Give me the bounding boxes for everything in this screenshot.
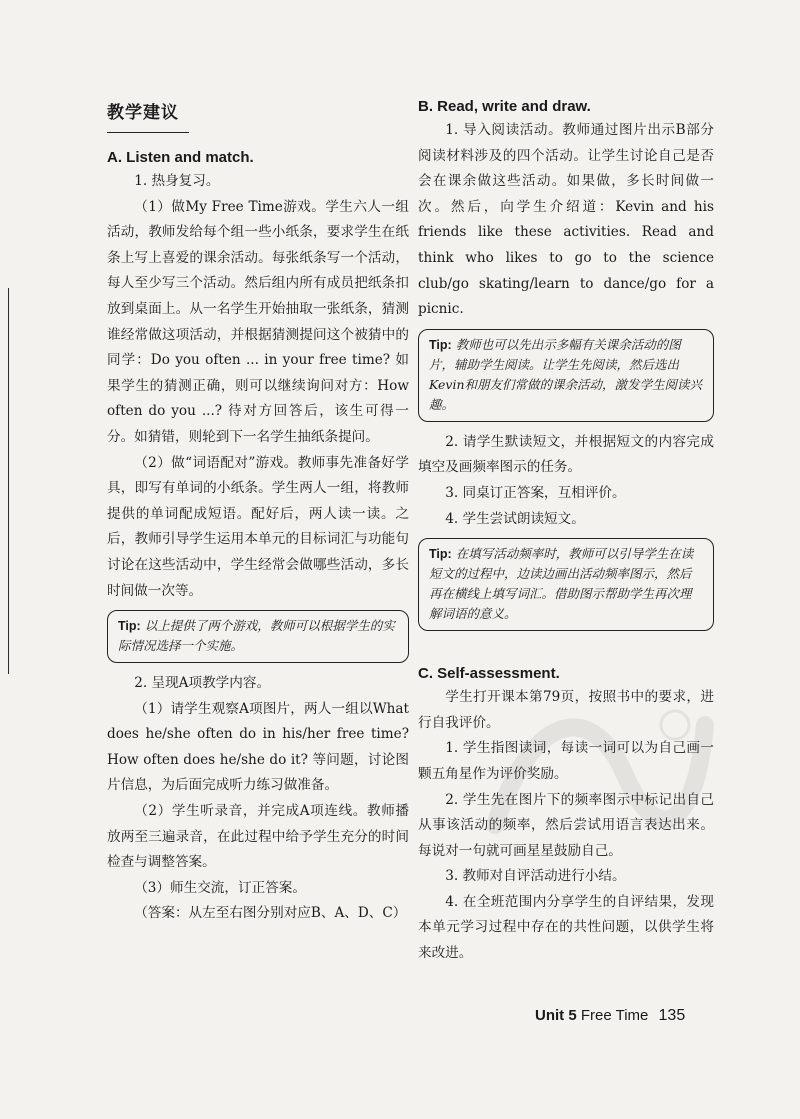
tip-text: 以上提供了两个游戏，教师可以根据学生的实际情况选择一个实施。 (118, 618, 395, 654)
tip-label: Tip: (118, 619, 141, 634)
part-b-paragraph: 2. 请学生默读短文，并根据短文的内容完成填空及画频率图示的任务。 (418, 433, 714, 476)
part-c-paragraph: 3. 教师对自评活动进行小结。 (445, 868, 626, 885)
tip-label: Tip: (429, 547, 452, 562)
part-c-heading: C. Self-assessment. (418, 665, 560, 683)
part-c-paragraph: 学生打开课本第79页，按照书中的要求，进行自我评价。 (418, 689, 714, 731)
part-c-paragraph: 1. 学生指图读词，每读一词可以为自己画一颗五角星作为评价奖励。 (418, 740, 714, 782)
right-column (418, 98, 714, 967)
tip-text: 在填写活动频率时，教师可以引导学生在读短文的过程中，边读边画出活动频率图示，然后再在横线上填写词汇。借助图示帮助学生再次理解词语的意义。 (429, 546, 694, 622)
page-edge-mark (0, 288, 9, 674)
page-number: 135 (658, 1007, 686, 1024)
part-c-paragraph: 4. 在全班范围内分享学生的自评结果，发现本单元学习过程中存在的共性问题，以供学生将来改进。 (418, 893, 714, 962)
tip-box-part-b-2 (418, 538, 714, 631)
part-a-heading: A. Listen and match. (107, 149, 254, 166)
footer-title: Free Time (580, 1007, 649, 1024)
part-b-paragraph: 1. 导入阅读活动。教师通过图片出示B部分阅读材料涉及的四个活动。让学生讨论自己是否会在课余做这些活动。如果做，多长时间做一次。然后，向学生介绍道：Kevin and his friends like these activities. Read and think who likes to go to the science club/go skating/learn to dance/go for a picnic. (418, 122, 714, 318)
left-column (107, 98, 409, 927)
tip-text: 教师也可以先出示多幅有关课余活动的图片，辅助学生阅读。让学生先阅读，然后选出Kevin和朋友们常做的课余活动，激发学生阅读兴趣。 (429, 336, 703, 412)
part-a-paragraph: 2. 呈现A项教学内容。 (134, 675, 271, 692)
part-b-paragraph: 3. 同桌订正答案，互相评价。 (445, 484, 626, 501)
section-title: 教学建议 (107, 98, 189, 133)
part-b-heading: B. Read, write and draw. (418, 98, 591, 115)
part-a-answer: （答案：从左至右图分别对应B、A、D、C） (134, 905, 407, 922)
tip-box-part-b-1 (418, 329, 714, 422)
part-c-paragraph: 2. 学生先在图片下的频率图示中标记出自己从事该活动的频率，然后尝试用语言表达出来。每说对一句就可画星星鼓励自己。 (418, 791, 714, 859)
page-footer (535, 1007, 685, 1025)
footer-unit: Unit 5 (535, 1007, 577, 1024)
part-a-paragraph: （2）做“词语配对”游戏。教师事先准备好学具，即写有单词的小纸条。学生两人一组，将教师提供的单词配成短语。配好后，两人读一读。之后，教师引导学生运用本单元的目标词汇与功能句讨论在这些活动中，学生经常会做哪些活动，多长时间做一次等。 (107, 454, 409, 599)
part-b-paragraph: 4. 学生尝试朗读短文。 (445, 510, 585, 527)
part-a-paragraph: （3）师生交流，订正答案。 (134, 879, 306, 896)
part-a-paragraph: （1）请学生观察A项图片，两人一组以What does he/she often do in his/her free time? How often does he/she do it? 等问题，讨论图片信息，为后面完成听力练习做准备。 (107, 700, 409, 794)
part-a-paragraph: （1）做My Free Time游戏。学生六人一组活动，教师发给每个组一些小纸条，要求学生在纸条上写上喜爱的课余活动。每张纸条写一个活动，每人至少写三个活动。然后组内所有成员把纸条扣放到桌面上。从一名学生开始抽取一张纸条，猜测谁经常做这项活动，并根据猜测提问这个被猜中的同学：Do you often ... in your free time? 如果学生的猜测正确，则可以继续询问对方：How often do you ...? 待对方回答后，该生可得一分。如猜错，则轮到下一名学生抽纸条提问。 (107, 198, 409, 445)
tip-box-part-a (107, 610, 409, 663)
tip-label: Tip: (429, 337, 452, 352)
part-a-paragraph: （2）学生听录音，并完成A项连线。教师播放两至三遍录音，在此过程中给予学生充分的时间检查与调整答案。 (107, 803, 409, 871)
part-a-paragraph: 1. 热身复习。 (134, 173, 220, 189)
